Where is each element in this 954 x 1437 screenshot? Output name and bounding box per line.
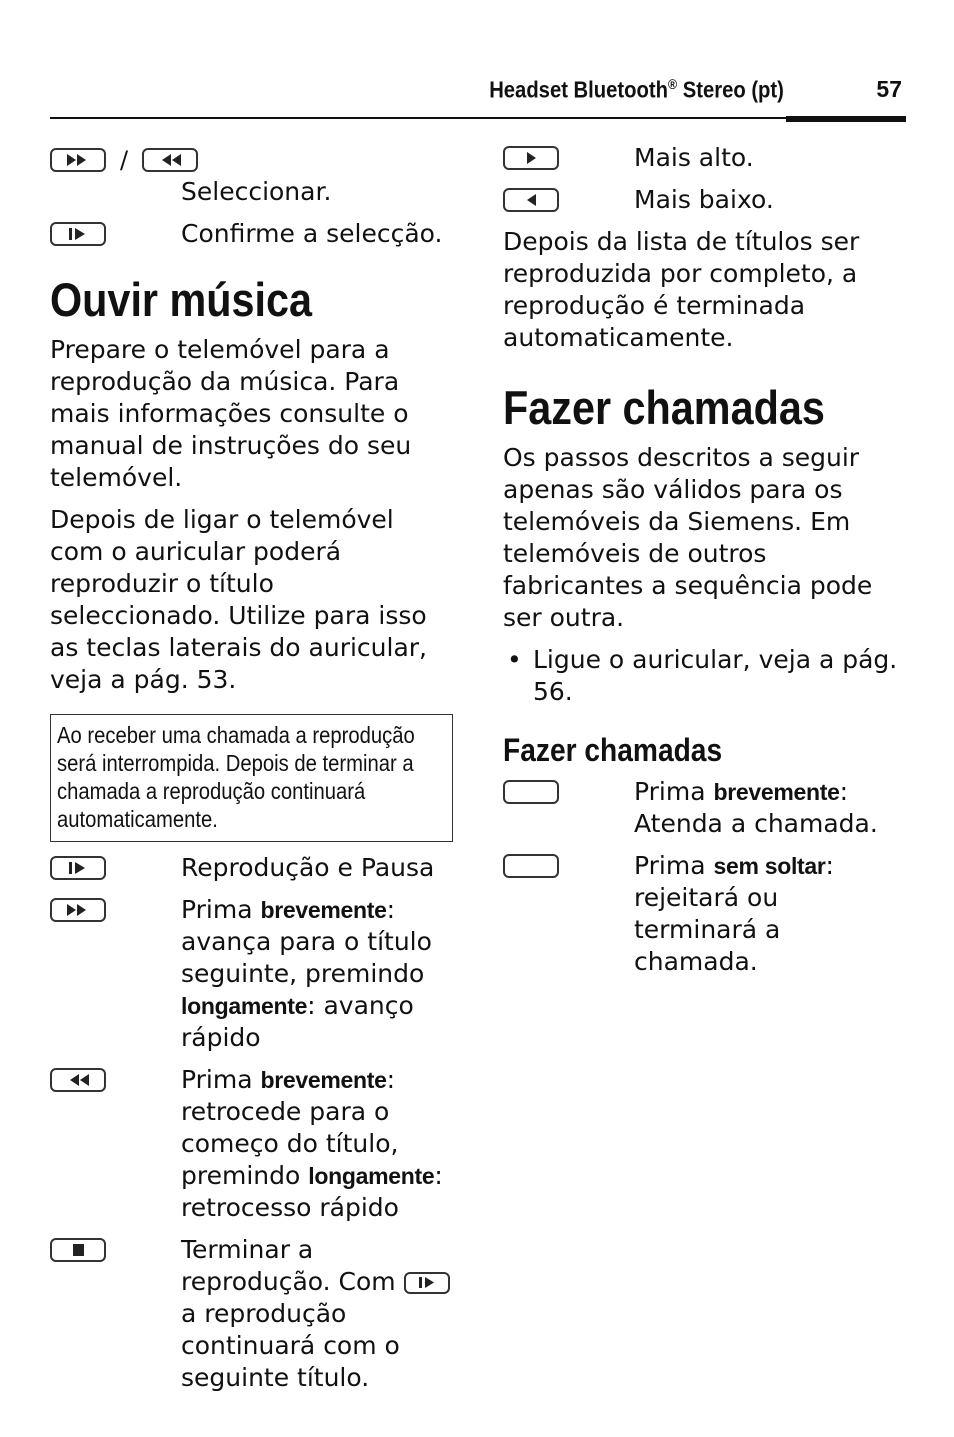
reject-row [503,850,908,978]
answer-row [503,776,908,840]
paragraph-lista: Depois da lista de títulos ser reproduzida por completo, a reprodução é terminada automaticamente. [503,227,860,352]
subheading-fazer-chamadas: Fazer chamadas [503,732,723,768]
right-arrow-key-icon [503,146,559,170]
rewind-key-icon [142,148,198,172]
left-arrow-key-icon [503,188,559,212]
select-desc: Seleccionar. [181,177,332,206]
bullet-dot: • [507,645,522,674]
rew-row [50,1064,450,1224]
heading-fazer-chamadas: Fazer chamadas [503,381,825,434]
stop-row [50,1234,450,1394]
select-desc-row [50,176,450,208]
play-pause-key-icon [50,856,106,880]
stop-desc: Terminar a reprodução. Com a reprodução continuará com o seguinte título. [181,1234,450,1394]
fast-forward-key-icon [50,898,106,922]
note-text: Ao receber uma chamada a reprodução será interrompida. Depois de terminar a chamada a reprodução continuará automaticamente. [57,722,415,832]
slash-separator: / [120,146,129,174]
ffwd-desc: Prima brevemente: avança para o título seguinte, premindo longamente: avanço rápido [181,895,432,1052]
header-rule [50,117,906,119]
stop-key-icon [50,1238,106,1262]
note-box [50,714,453,842]
fast-forward-key-icon [50,148,106,172]
paragraph-passos: Os passos descritos a seguir apenas são válidos para os telemóveis da Siemens. Em telemóveis de outros fabricantes a sequência pode ser outra. [503,443,873,632]
page-number: 57 [876,76,902,102]
heading-ouvir-musica: Ouvir música [50,273,313,326]
vol-down-row [503,184,908,216]
reject-desc: Prima sem soltar: rejeitará ou terminará a chamada. [634,851,834,976]
header-rule-accent [786,116,906,122]
play-desc: Reprodução e Pausa [181,853,435,882]
confirm-row [50,218,450,250]
paragraph-ligar: Depois de ligar o telemóvel com o auricular poderá reproduzir o título seleccionado. Utilize para isso as teclas laterais do auricular, veja a pág. 53. [50,505,428,694]
play-row [50,852,450,884]
confirm-desc: Confirme a selecção. [181,219,443,248]
select-keys-row [50,142,450,174]
vol-down-desc: Mais baixo. [634,185,774,214]
paragraph-prepare: Prepare o telemóvel para a reprodução da música. Para mais informações consulte o manual de instruções do seu telemóvel. [50,335,412,492]
answer-desc: Prima brevemente: Atenda a chamada. [634,777,878,838]
call-key-icon [503,854,559,878]
ffwd-row [50,894,450,1054]
bullet-text: Ligue o auricular, veja a pág. 56. [533,645,898,706]
header-title: Headset Bluetooth® Stereo (pt) [489,76,784,103]
play-pause-key-icon [404,1272,450,1294]
vol-up-desc: Mais alto. [634,143,754,172]
rewind-key-icon [50,1068,106,1092]
left-column [50,142,450,1404]
call-key-icon [503,780,559,804]
rew-desc: Prima brevemente: retrocede para o começo do título, premindo longamente: retrocesso rápido [181,1065,443,1222]
page-header [50,76,906,120]
list-item [503,644,908,708]
right-column [503,142,908,988]
play-pause-key-icon [50,222,106,246]
vol-up-row [503,142,908,174]
